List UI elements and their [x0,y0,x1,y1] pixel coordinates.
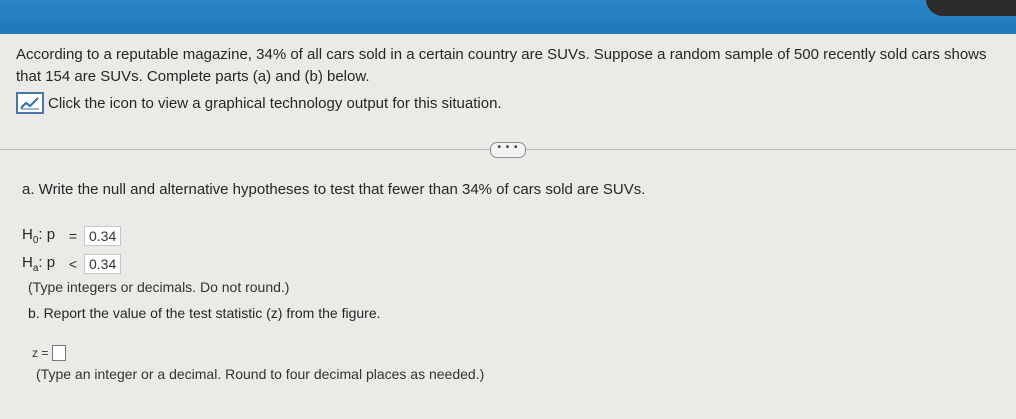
null-hypothesis-symbol: $H_0$: p [22,226,56,246]
part-a-instruction: (Type integers or decimals. Do not round.) [28,279,290,295]
expand-more-button[interactable]: • • • [490,142,526,158]
null-hypothesis-value-field[interactable]: 0.34 [84,226,121,246]
save-button[interactable] [926,0,1016,16]
part-b-prompt: b. Report the value of the test statistic (z) from the figure. [28,305,381,321]
alternative-hypothesis-value-field[interactable]: 0.34 [84,254,121,274]
part-a-prompt: a. Write the null and alternative hypotheses to test that fewer than 34% of cars sold are SUVs. [22,181,646,198]
null-hypothesis-relation: = [68,228,78,244]
graph-icon[interactable] [16,92,44,114]
alternative-hypothesis-symbol: $H_a$: p [22,254,56,274]
top-header-bar [0,0,1016,34]
test-statistic-row [32,345,66,361]
technology-output-row[interactable] [16,92,502,114]
z-label: z = [32,346,49,360]
alternative-hypothesis-relation: < [68,256,78,272]
technology-output-link[interactable]: Click the icon to view a graphical technology output for this situation. [48,94,502,112]
null-hypothesis-row [22,226,121,246]
part-b-instruction: (Type an integer or a decimal. Round to four decimal places as needed.) [36,366,485,382]
alternative-hypothesis-row [22,254,121,274]
problem-statement: According to a reputable magazine, 34% of all cars sold in a certain country are SUVs. Suppose a random sample of 500 recently sold cars shows that 154 are SUVs. Complete parts (a) and (b) below. [16,46,987,85]
z-answer-input[interactable] [52,345,66,361]
